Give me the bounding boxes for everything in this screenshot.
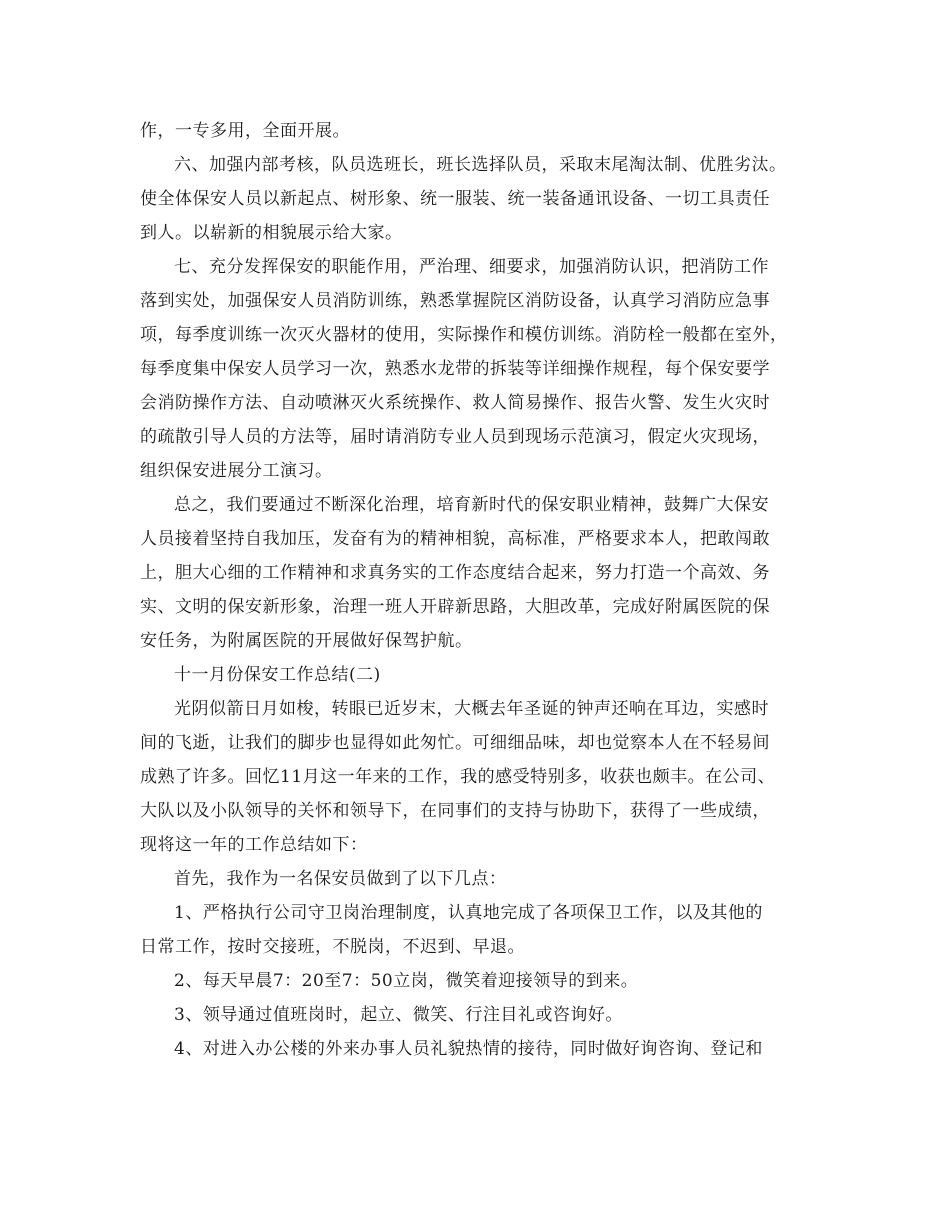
text-line: 人员接着坚持自我加压，发奋有为的精神相貌，高标准，严格要求本人，把敢闯敢: [140, 529, 770, 549]
text-line: 成熟了许多。回忆11月这一年来的工作，我的感受特别多，收获也颇丰。在公司、: [140, 767, 776, 787]
text-line: 1、严格执行公司守卫岗治理制度，认真地完成了各项保卫工作，以及其他的: [174, 903, 763, 923]
text-line: 首先，我作为一名保安员做到了以下几点：: [174, 869, 507, 889]
text-line: 大队以及小队领导的关怀和领导下，在同事们的支持与协助下，获得了一些成绩，: [140, 801, 770, 821]
text-line: 3、领导通过值班岗时，起立、微笑、行注目礼或咨询好。: [174, 1005, 623, 1025]
document-body: [140, 114, 830, 1066]
text-line: 落到实处，加强保安人员消防训练，熟悉掌握院区消防设备，认真学习消防应急事: [140, 291, 770, 311]
text-line: 十一月份保安工作总结(二): [174, 665, 381, 685]
text-line: 实、文明的保安新形象，治理一班人开辟新思路，大胆改革，完成好附属医院的保: [140, 597, 770, 617]
text-line: 间的飞逝，让我们的脚步也显得如此匆忙。可细细品味，却也觉察本人在不轻易间: [140, 733, 770, 753]
text-line: 现将这一年的工作总结如下：: [140, 835, 368, 855]
text-line: 上，胆大心细的工作精神和求真务实的工作态度结合起来，努力打造一个高效、务: [140, 563, 770, 583]
text-line: 光阴似箭日月如梭，转眼已近岁末，大概去年圣诞的钟声还响在耳边，实感时: [174, 699, 769, 719]
text-line: 到人。以崭新的相貌展示给大家。: [140, 223, 403, 243]
text-line: 每季度集中保安人员学习一次，熟悉水龙带的拆装等详细操作规程，每个保安要学: [140, 359, 770, 379]
text-line: 七、充分发挥保安的职能作用，严治理、细要求，加强消防认识，把消防工作: [174, 257, 769, 277]
text-line: 4、对进入办公楼的外来办事人员礼貌热情的接待，同时做好询咨询、登记和: [174, 1039, 763, 1059]
text-line: 日常工作，按时交接班，不脱岗，不迟到、早退。: [140, 937, 525, 957]
text-line: 安任务，为附属医院的开展做好保驾护航。: [140, 631, 473, 651]
text-line: 使全体保安人员以新起点、树形象、统一服装、统一装备通讯设备、一切工具责任: [140, 189, 770, 209]
text-line: 总之，我们要通过不断深化治理，培育新时代的保安职业精神，鼓舞广大保安: [174, 495, 769, 515]
text-line: 六、加强内部考核，队员选班长，班长选择队员，采取末尾淘汰制、优胜劣汰。: [174, 155, 787, 175]
text-line: 作，一专多用，全面开展。: [140, 121, 350, 141]
text-line: 组织保安进展分工演习。: [140, 461, 333, 481]
text-line: 的疏散引导人员的方法等，届时请消防专业人员到现场示范演习，假定火灾现场，: [140, 427, 770, 447]
text-line: 项，每季度训练一次灭火器材的使用，实际操作和模仿训练。消防栓一般都在室外，: [140, 325, 788, 345]
text-line: 2、每天早晨7：20至7：50立岗，微笑着迎接领导的到来。: [174, 971, 639, 991]
text-line: 会消防操作方法、自动喷淋灭火系统操作、救人简易操作、报告火警、发生火灾时: [140, 393, 770, 413]
